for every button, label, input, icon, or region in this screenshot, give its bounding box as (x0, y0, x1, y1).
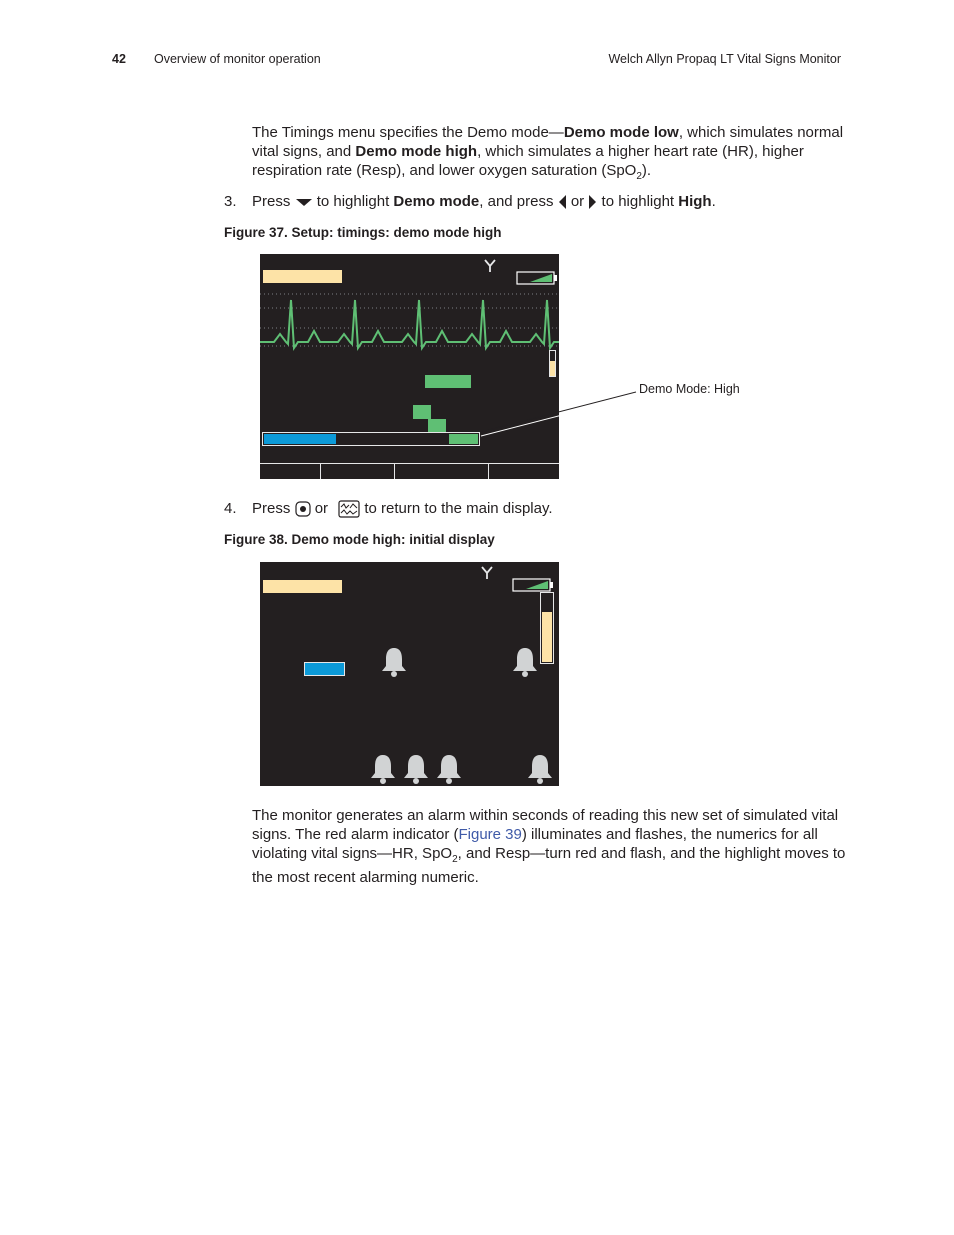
figure-37-caption: Figure 37. Setup: timings: demo mode high (224, 225, 502, 240)
alarm-bell-icon (435, 753, 463, 785)
right-arrow-icon (588, 194, 597, 210)
callout-label: Demo Mode: High (639, 382, 740, 396)
menu-item-marker (413, 405, 431, 419)
callout-line (478, 386, 638, 438)
figure-37-screen (260, 254, 559, 479)
demo-mode-high-segment (449, 434, 478, 444)
figure-38-screen (260, 562, 559, 786)
figure-39-link[interactable]: Figure 39 (458, 825, 522, 843)
demo-mode-selector[interactable] (262, 432, 480, 446)
intro-paragraph: The Timings menu specifies the Demo mode—Demo mode low, which simulates normal vital signs, and Demo mode high, which simulates a higher heart rate (HR), higher respiration rate (Resp), and lower oxygen saturation (SpO$_2$). (252, 124, 844, 182)
figure-38-caption: Figure 38. Demo mode high: initial display (224, 532, 495, 547)
antenna-icon (481, 566, 493, 580)
document-title: Welch Allyn Propaq LT Vital Signs Monitor (608, 52, 841, 66)
home-display-icon (338, 500, 360, 518)
level-bar (540, 592, 554, 664)
demo-mode-low-segment (264, 434, 336, 444)
left-arrow-icon (558, 194, 567, 210)
step-4: 4. Press or to return to the main display. (224, 500, 553, 517)
menu-item-marker (428, 419, 446, 432)
softkey-separator (488, 463, 489, 479)
page-number: 42 (112, 52, 126, 66)
selected-numeric[interactable] (304, 662, 345, 676)
battery-icon (516, 271, 558, 285)
battery-icon (512, 578, 554, 592)
softkey-separator (320, 463, 321, 479)
menu-item-highlight (425, 375, 471, 388)
down-arrow-icon (295, 197, 313, 207)
section-title: Overview of monitor operation (154, 52, 321, 66)
alarm-bell-icon (380, 646, 408, 678)
ecg-waveform (260, 288, 559, 352)
alarm-bell-icon (369, 753, 397, 785)
level-bar (549, 350, 556, 377)
alarm-bell-icon (402, 753, 430, 785)
alarm-bell-icon (526, 753, 554, 785)
highlight-bar (263, 270, 342, 283)
softkey-divider (260, 463, 559, 464)
softkey-separator (394, 463, 395, 479)
select-button-icon (295, 501, 311, 517)
antenna-icon (484, 259, 496, 273)
step-3: 3. Press to highlight Demo mode, and press or to highlight High. (224, 193, 716, 210)
alarm-bell-icon (511, 646, 539, 678)
outro-paragraph: The monitor generates an alarm within seconds of reading this new set of simulated vital signs. The red alarm indicator (Figure 39) illuminates and flashes, the numerics for all violating vital signs—HR, SpO$_2$, and Resp—turn red and flash, and the highlight moves to the most recent alarming numeric. (252, 807, 846, 887)
highlight-bar (263, 580, 342, 593)
